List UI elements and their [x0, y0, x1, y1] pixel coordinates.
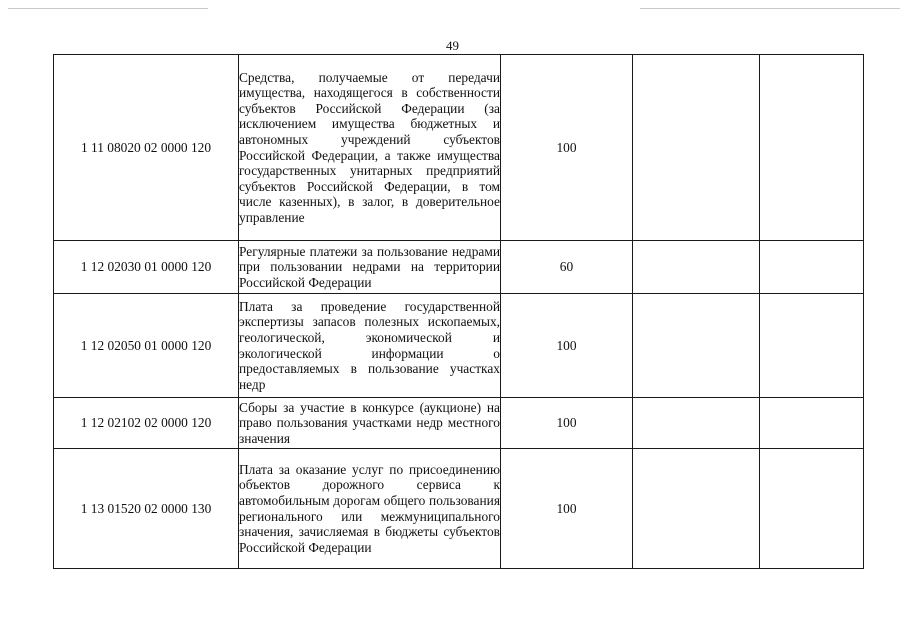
- budget-code-cell: 1 12 02030 01 0000 120: [54, 241, 239, 294]
- empty-cell: [633, 55, 760, 241]
- value-cell: 100: [501, 294, 633, 398]
- page-number: 49: [446, 38, 459, 53]
- budget-code-cell: 1 12 02102 02 0000 120: [54, 398, 239, 449]
- scan-line-right: [640, 8, 900, 9]
- scan-line-left: [8, 8, 208, 9]
- table-row: [54, 55, 864, 241]
- description-text: Регулярные платежи за пользование недрами при пользовании недрами на территории Российской Федерации: [239, 243, 500, 290]
- value-cell: 100: [501, 55, 633, 241]
- value-cell: 100: [501, 398, 633, 449]
- table-row: [54, 294, 864, 398]
- description-text: Средства, получаемые от передачи имущества, находящегося в собственности субъектов Российской Федерации (за исключением имущества бюджетных и автономных учреждений субъектов Российской Федерации, а также имущества государственных унитарных предприятий субъектов Российской Федерации, в том числе казенных), в залог, в доверительное управление: [239, 69, 500, 225]
- budget-code-cell: 1 11 08020 02 0000 120: [54, 55, 239, 241]
- empty-cell: [760, 449, 864, 569]
- table-row: [54, 449, 864, 569]
- description-text: Плата за оказание услуг по присоединению объектов дорожного сервиса к автомобильным дорогам общего пользования регионального или межмуниципального значения, зачисляемая в бюджеты субъектов Российской Федерации: [239, 461, 500, 555]
- value-cell: 100: [501, 449, 633, 569]
- description-text: Сборы за участие в конкурсе (аукционе) на право пользования участками недр местного значения: [239, 399, 500, 446]
- value-cell: 60: [501, 241, 633, 294]
- empty-cell: [633, 294, 760, 398]
- description-cell: [239, 294, 501, 398]
- empty-cell: [760, 241, 864, 294]
- description-text: Плата за проведение государственной экспертизы запасов полезных ископаемых, геологической, экономической и экологической информации о предоставляемых в пользование участках недр: [239, 298, 500, 392]
- empty-cell: [633, 398, 760, 449]
- empty-cell: [760, 55, 864, 241]
- budget-code-cell: 1 13 01520 02 0000 130: [54, 449, 239, 569]
- budget-codes-table: [53, 54, 864, 569]
- empty-cell: [633, 449, 760, 569]
- description-cell: [239, 241, 501, 294]
- description-cell: [239, 398, 501, 449]
- empty-cell: [760, 398, 864, 449]
- table-row: [54, 241, 864, 294]
- budget-code-cell: 1 12 02050 01 0000 120: [54, 294, 239, 398]
- table-row: [54, 398, 864, 449]
- empty-cell: [633, 241, 760, 294]
- description-cell: [239, 55, 501, 241]
- empty-cell: [760, 294, 864, 398]
- description-cell: [239, 449, 501, 569]
